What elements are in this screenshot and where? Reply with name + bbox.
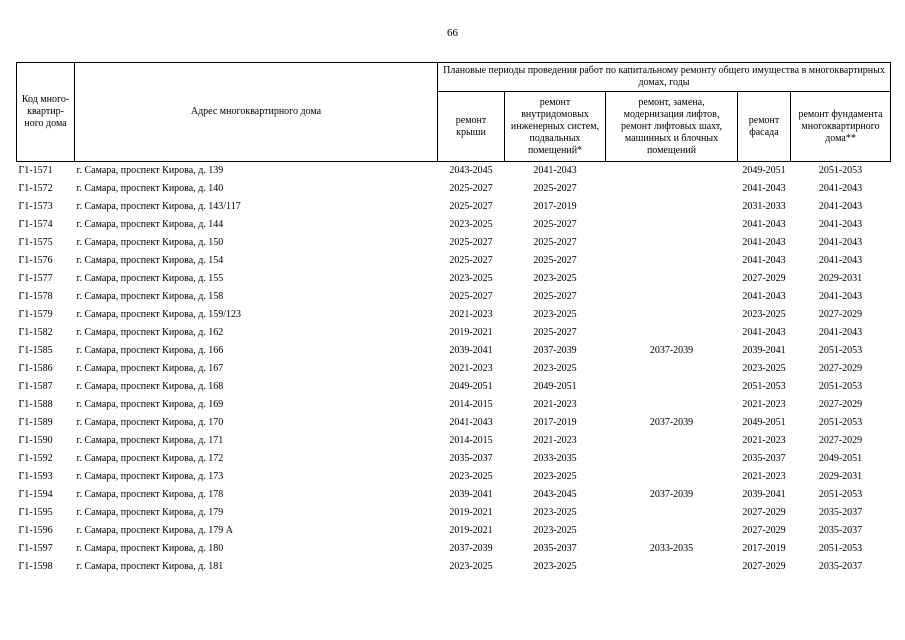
roof-repair-period: 2023-2025 xyxy=(449,273,493,284)
foundation-repair-period: 2051-2053 xyxy=(818,543,863,554)
table-row xyxy=(17,486,891,504)
facade-repair-period: 2017-2019 xyxy=(742,543,786,554)
roof-repair-period: 2019-2021 xyxy=(449,507,493,518)
lift-repair-period xyxy=(606,198,738,216)
roof-repair-period: 2021-2023 xyxy=(449,363,493,374)
building-address: г. Самара, проспект Кирова, д. 168 xyxy=(76,381,224,392)
foundation-repair-period: 2051-2053 xyxy=(818,165,863,176)
lift-repair-period xyxy=(606,252,738,270)
building-code: Г1-1597 xyxy=(18,543,53,554)
systems-repair-period: 2025-2027 xyxy=(533,237,577,248)
systems-repair-period: 2023-2025 xyxy=(533,471,577,482)
table-row xyxy=(17,252,891,270)
systems-repair-period: 2017-2019 xyxy=(533,201,577,212)
systems-repair-period: 2037-2039 xyxy=(533,345,577,356)
table-row xyxy=(17,504,891,522)
lift-repair-period: 2037-2039 xyxy=(649,345,694,356)
column-header-lifts: ремонт, замена, модернизация лифтов, ремонт лифтовых шахт, машинных и блочных помещений xyxy=(606,92,738,162)
building-code: Г1-1576 xyxy=(18,255,53,266)
building-code: Г1-1592 xyxy=(18,453,53,464)
systems-repair-period: 2025-2027 xyxy=(533,255,577,266)
lift-repair-period: 2037-2039 xyxy=(649,417,694,428)
facade-repair-period: 2027-2029 xyxy=(742,507,786,518)
roof-repair-period: 2014-2015 xyxy=(449,435,493,446)
building-address: г. Самара, проспект Кирова, д. 167 xyxy=(76,363,224,374)
foundation-repair-period: 2027-2029 xyxy=(818,309,863,320)
lift-repair-period xyxy=(606,270,738,288)
building-address: г. Самара, проспект Кирова, д. 169 xyxy=(76,399,224,410)
building-code: Г1-1586 xyxy=(18,363,53,374)
foundation-repair-period: 2035-2037 xyxy=(818,525,863,536)
systems-repair-period: 2021-2023 xyxy=(533,399,577,410)
roof-repair-period: 2023-2025 xyxy=(449,471,493,482)
roof-repair-period: 2019-2021 xyxy=(449,525,493,536)
systems-repair-period: 2023-2025 xyxy=(533,273,577,284)
systems-repair-period: 2023-2025 xyxy=(533,507,577,518)
foundation-repair-period: 2041-2043 xyxy=(818,237,863,248)
lift-repair-period xyxy=(606,558,738,576)
lift-repair-period: 2037-2039 xyxy=(649,489,694,500)
building-code: Г1-1588 xyxy=(18,399,53,410)
table-body xyxy=(17,162,891,577)
building-code: Г1-1582 xyxy=(18,327,53,338)
building-address: г. Самара, проспект Кирова, д. 155 xyxy=(76,273,224,284)
foundation-repair-period: 2041-2043 xyxy=(818,219,863,230)
facade-repair-period: 2021-2023 xyxy=(742,399,786,410)
systems-repair-period: 2023-2025 xyxy=(533,363,577,374)
foundation-repair-period: 2049-2051 xyxy=(818,453,863,464)
systems-repair-period: 2023-2025 xyxy=(533,525,577,536)
building-code: Г1-1593 xyxy=(18,471,53,482)
foundation-repair-period: 2051-2053 xyxy=(818,417,863,428)
roof-repair-period: 2039-2041 xyxy=(449,345,493,356)
lift-repair-period xyxy=(606,504,738,522)
lift-repair-period xyxy=(606,234,738,252)
lift-repair-period xyxy=(606,396,738,414)
column-header-address: Адрес многоквартирного дома xyxy=(75,63,438,162)
facade-repair-period: 2027-2029 xyxy=(742,273,786,284)
building-address: г. Самара, проспект Кирова, д. 179 А xyxy=(76,525,234,536)
table-row xyxy=(17,378,891,396)
table-row xyxy=(17,432,891,450)
page-number: 66 xyxy=(447,27,458,39)
table-row xyxy=(17,558,891,576)
roof-repair-period: 2021-2023 xyxy=(449,309,493,320)
building-code: Г1-1587 xyxy=(18,381,53,392)
roof-repair-period: 2041-2043 xyxy=(449,417,493,428)
facade-repair-period: 2049-2051 xyxy=(742,417,786,428)
foundation-repair-period: 2027-2029 xyxy=(818,435,863,446)
column-header-foundation: ремонт фундамента многоквартирного дома** xyxy=(791,92,891,162)
table-row xyxy=(17,396,891,414)
building-code: Г1-1574 xyxy=(18,219,53,230)
systems-repair-period: 2041-2043 xyxy=(533,165,577,176)
building-address: г. Самара, проспект Кирова, д. 143/117 xyxy=(76,201,241,212)
table-row xyxy=(17,468,891,486)
roof-repair-period: 2025-2027 xyxy=(449,255,493,266)
systems-repair-period: 2025-2027 xyxy=(533,219,577,230)
building-code: Г1-1577 xyxy=(18,273,53,284)
lift-repair-period xyxy=(606,378,738,396)
facade-repair-period: 2021-2023 xyxy=(742,471,786,482)
table-row xyxy=(17,306,891,324)
table-row xyxy=(17,450,891,468)
facade-repair-period: 2035-2037 xyxy=(742,453,786,464)
building-code: Г1-1571 xyxy=(18,165,53,176)
roof-repair-period: 2014-2015 xyxy=(449,399,493,410)
table-row xyxy=(17,162,891,181)
systems-repair-period: 2043-2045 xyxy=(533,489,577,500)
building-code: Г1-1595 xyxy=(18,507,53,518)
foundation-repair-period: 2041-2043 xyxy=(818,291,863,302)
building-address: г. Самара, проспект Кирова, д. 178 xyxy=(76,489,224,500)
building-address: г. Самара, проспект Кирова, д. 166 xyxy=(76,345,224,356)
roof-repair-period: 2019-2021 xyxy=(449,327,493,338)
building-address: г. Самара, проспект Кирова, д. 180 xyxy=(76,543,224,554)
building-code: Г1-1596 xyxy=(18,525,53,536)
systems-repair-period: 2025-2027 xyxy=(533,327,577,338)
lift-repair-period xyxy=(606,180,738,198)
systems-repair-period: 2035-2037 xyxy=(533,543,577,554)
lift-repair-period: 2033-2035 xyxy=(649,543,694,554)
table-row xyxy=(17,288,891,306)
lift-repair-period xyxy=(606,360,738,378)
building-code: Г1-1573 xyxy=(18,201,53,212)
roof-repair-period: 2025-2027 xyxy=(449,201,493,212)
column-header-roof: ремонт крыши xyxy=(438,92,505,162)
foundation-repair-period: 2051-2053 xyxy=(818,489,863,500)
facade-repair-period: 2027-2029 xyxy=(742,525,786,536)
roof-repair-period: 2023-2025 xyxy=(449,219,493,230)
roof-repair-period: 2025-2027 xyxy=(449,291,493,302)
building-address: г. Самара, проспект Кирова, д. 140 xyxy=(76,183,224,194)
lift-repair-period xyxy=(606,432,738,450)
roof-repair-period: 2025-2027 xyxy=(449,183,493,194)
foundation-repair-period: 2027-2029 xyxy=(818,399,863,410)
facade-repair-period: 2027-2029 xyxy=(742,561,786,572)
lift-repair-period xyxy=(606,288,738,306)
roof-repair-period: 2037-2039 xyxy=(449,543,493,554)
systems-repair-period: 2023-2025 xyxy=(533,309,577,320)
column-group-header-periods: Плановые периоды проведения работ по капитальному ремонту общего имущества в многоквартирных домах, годы xyxy=(438,63,891,92)
building-code: Г1-1589 xyxy=(18,417,53,428)
table-row xyxy=(17,216,891,234)
facade-repair-period: 2039-2041 xyxy=(742,489,786,500)
facade-repair-period: 2023-2025 xyxy=(742,309,786,320)
roof-repair-period: 2039-2041 xyxy=(449,489,493,500)
lift-repair-period xyxy=(606,522,738,540)
systems-repair-period: 2023-2025 xyxy=(533,561,577,572)
table-row xyxy=(17,234,891,252)
table-row xyxy=(17,324,891,342)
building-address: г. Самара, проспект Кирова, д. 170 xyxy=(76,417,224,428)
facade-repair-period: 2041-2043 xyxy=(742,183,786,194)
systems-repair-period: 2033-2035 xyxy=(533,453,577,464)
building-address: г. Самара, проспект Кирова, д. 162 xyxy=(76,327,224,338)
table-row xyxy=(17,360,891,378)
table-row xyxy=(17,198,891,216)
table-row xyxy=(17,540,891,558)
foundation-repair-period: 2027-2029 xyxy=(818,363,863,374)
building-code: Г1-1575 xyxy=(18,237,53,248)
roof-repair-period: 2043-2045 xyxy=(449,165,493,176)
building-address: г. Самара, проспект Кирова, д. 139 xyxy=(76,165,224,176)
lift-repair-period xyxy=(606,324,738,342)
building-address: г. Самара, проспект Кирова, д. 173 xyxy=(76,471,224,482)
table-header xyxy=(17,63,891,162)
foundation-repair-period: 2041-2043 xyxy=(818,255,863,266)
table-row xyxy=(17,270,891,288)
building-address: г. Самара, проспект Кирова, д. 144 xyxy=(76,219,224,230)
building-address: г. Самара, проспект Кирова, д. 158 xyxy=(76,291,224,302)
facade-repair-period: 2021-2023 xyxy=(742,435,786,446)
facade-repair-period: 2041-2043 xyxy=(742,291,786,302)
lift-repair-period xyxy=(606,162,738,181)
lift-repair-period xyxy=(606,468,738,486)
building-code: Г1-1578 xyxy=(18,291,53,302)
foundation-repair-period: 2035-2037 xyxy=(818,507,863,518)
facade-repair-period: 2039-2041 xyxy=(742,345,786,356)
building-address: г. Самара, проспект Кирова, д. 171 xyxy=(76,435,224,446)
foundation-repair-period: 2035-2037 xyxy=(818,561,863,572)
facade-repair-period: 2051-2053 xyxy=(742,381,786,392)
column-header-systems: ремонт внутридомовых инженерных систем, подвальных помещений* xyxy=(505,92,606,162)
lift-repair-period xyxy=(606,216,738,234)
foundation-repair-period: 2051-2053 xyxy=(818,381,863,392)
column-header-code: Код много-квартир-ного дома xyxy=(17,63,75,162)
building-code: Г1-1598 xyxy=(18,561,53,572)
facade-repair-period: 2031-2033 xyxy=(742,201,786,212)
table-row xyxy=(17,522,891,540)
systems-repair-period: 2049-2051 xyxy=(533,381,577,392)
lift-repair-period xyxy=(606,306,738,324)
systems-repair-period: 2017-2019 xyxy=(533,417,577,428)
facade-repair-period: 2049-2051 xyxy=(742,165,786,176)
building-code: Г1-1590 xyxy=(18,435,53,446)
systems-repair-period: 2025-2027 xyxy=(533,291,577,302)
roof-repair-period: 2049-2051 xyxy=(449,381,493,392)
foundation-repair-period: 2029-2031 xyxy=(818,471,863,482)
lift-repair-period xyxy=(606,450,738,468)
facade-repair-period: 2041-2043 xyxy=(742,219,786,230)
facade-repair-period: 2023-2025 xyxy=(742,363,786,374)
building-address: г. Самара, проспект Кирова, д. 150 xyxy=(76,237,224,248)
table-row xyxy=(17,342,891,360)
roof-repair-period: 2035-2037 xyxy=(449,453,493,464)
facade-repair-period: 2041-2043 xyxy=(742,255,786,266)
roof-repair-period: 2023-2025 xyxy=(449,561,493,572)
building-address: г. Самара, проспект Кирова, д. 181 xyxy=(76,561,224,572)
building-address: г. Самара, проспект Кирова, д. 154 xyxy=(76,255,224,266)
building-code: Г1-1594 xyxy=(18,489,53,500)
facade-repair-period: 2041-2043 xyxy=(742,237,786,248)
building-code: Г1-1585 xyxy=(18,345,53,356)
building-code: Г1-1579 xyxy=(18,309,53,320)
facade-repair-period: 2041-2043 xyxy=(742,327,786,338)
foundation-repair-period: 2041-2043 xyxy=(818,183,863,194)
foundation-repair-period: 2041-2043 xyxy=(818,201,863,212)
systems-repair-period: 2025-2027 xyxy=(533,183,577,194)
building-address: г. Самара, проспект Кирова, д. 172 xyxy=(76,453,224,464)
systems-repair-period: 2021-2023 xyxy=(533,435,577,446)
table-row xyxy=(17,414,891,432)
foundation-repair-period: 2051-2053 xyxy=(818,345,863,356)
foundation-repair-period: 2029-2031 xyxy=(818,273,863,284)
building-address: г. Самара, проспект Кирова, д. 159/123 xyxy=(76,309,242,320)
table-row xyxy=(17,180,891,198)
building-code: Г1-1572 xyxy=(18,183,53,194)
column-header-facade: ремонт фасада xyxy=(738,92,791,162)
roof-repair-period: 2025-2027 xyxy=(449,237,493,248)
building-address: г. Самара, проспект Кирова, д. 179 xyxy=(76,507,224,518)
foundation-repair-period: 2041-2043 xyxy=(818,327,863,338)
capital-repair-schedule-table xyxy=(16,62,891,576)
